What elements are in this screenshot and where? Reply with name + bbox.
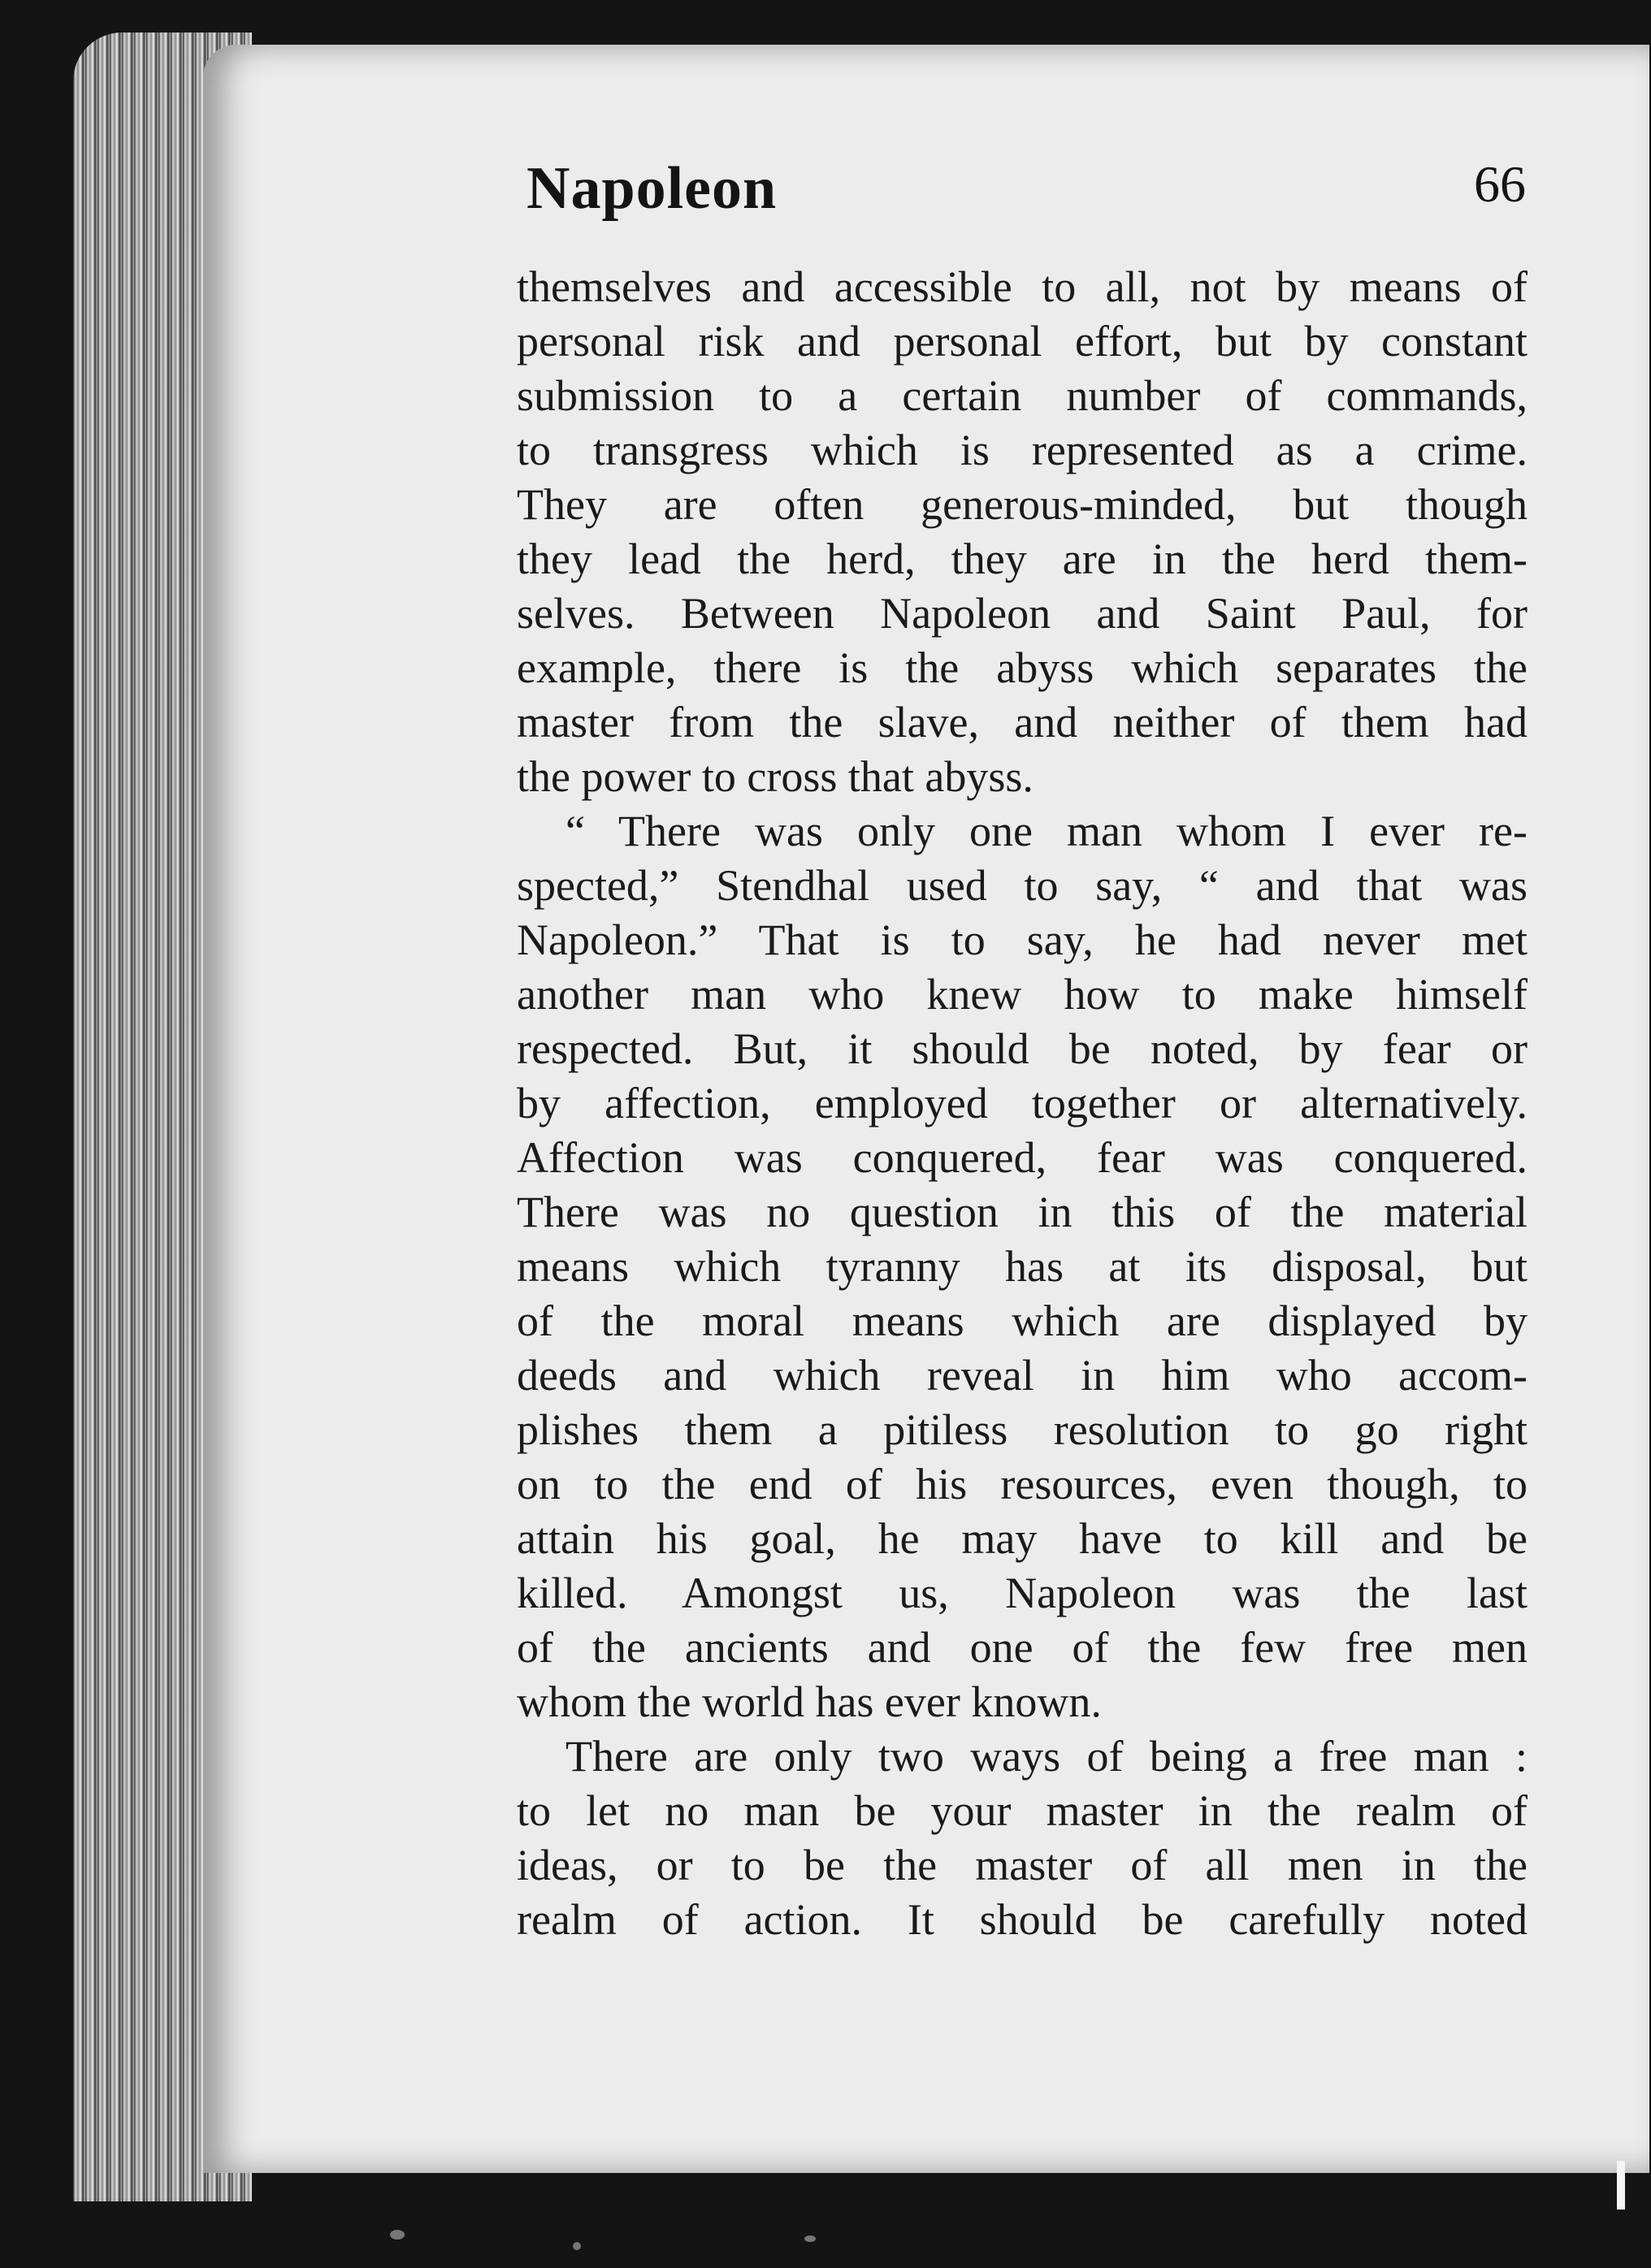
text-line: personal risk and personal effort, but by constant (517, 317, 1528, 366)
text-line: of the moral means which are displayed by (517, 1296, 1528, 1345)
text-line: respected. But, it should be noted, by fear or (517, 1024, 1528, 1073)
text-line: “ There was only one man whom I ever re- (566, 807, 1528, 855)
scan-speck (390, 2230, 405, 2240)
text-line: themselves and accessible to all, not by means of (517, 262, 1528, 311)
scan-speck (804, 2236, 816, 2242)
text-line: ideas, or to be the master of all men in the (517, 1841, 1528, 1889)
text-line: Napoleon.” That is to say, he had never met (517, 915, 1528, 964)
text-line: attain his goal, he may have to kill and be (517, 1514, 1528, 1563)
scan-speck (573, 2242, 581, 2250)
text-line: spected,” Stendhal used to say, “ and that was (517, 861, 1528, 910)
text-line: to transgress which is represented as a crime. (517, 426, 1528, 474)
text-line: by affection, employed together or alternatively. (517, 1079, 1528, 1128)
text-line: whom the world has ever known. (517, 1677, 1102, 1726)
text-line: they lead the herd, they are in the herd them- (517, 535, 1528, 583)
text-line: Affection was conquered, fear was conquered. (517, 1133, 1528, 1182)
text-line: example, there is the abyss which separates the (517, 643, 1528, 692)
text-line: deeds and which reveal in him who accom- (517, 1351, 1528, 1400)
text-line: They are often generous-minded, but though (517, 480, 1528, 529)
text-line: to let no man be your master in the realm of (517, 1786, 1528, 1835)
body-text (517, 260, 1528, 1947)
text-line: plishes them a pitiless resolution to go right (517, 1405, 1528, 1454)
text-line: of the ancients and one of the few free men (517, 1623, 1528, 1672)
text-line: another man who knew how to make himself (517, 970, 1528, 1019)
text-line: selves. Between Napoleon and Saint Paul, for (517, 589, 1528, 638)
text-line: submission to a certain number of commands, (517, 371, 1528, 420)
text-line: master from the slave, and neither of them had (517, 698, 1528, 747)
text-line: on to the end of his resources, even though, to (517, 1460, 1528, 1508)
running-title: Napoleon (526, 155, 778, 222)
text-line: realm of action. It should be carefully noted (517, 1895, 1528, 1944)
text-line: the power to cross that abyss. (517, 752, 1034, 801)
page-number: 66 (1474, 155, 1526, 213)
text-line: means which tyranny has at its disposal, but (517, 1242, 1528, 1291)
running-header (526, 154, 1526, 244)
text-line: There are only two ways of being a free man : (566, 1732, 1528, 1781)
text-line: killed. Amongst us, Napoleon was the last (517, 1569, 1528, 1617)
page-edge-mark (1617, 2161, 1625, 2210)
text-line: There was no question in this of the material (517, 1188, 1528, 1236)
